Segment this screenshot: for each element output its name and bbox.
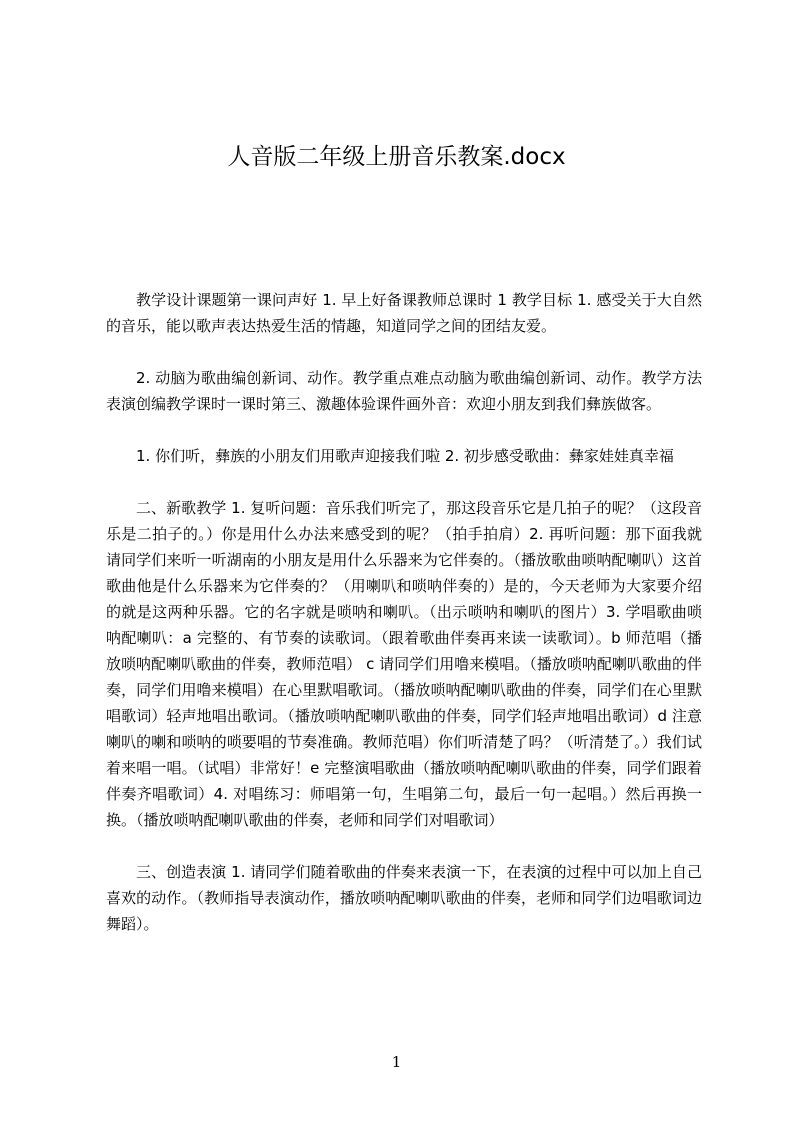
paragraph-creative-performance: 三、创造表演 1. 请同学们随着歌曲的伴奏来表演一下，在表演的过程中可以加上自己喜欢的动作。（教师指导表演动作，播放唢呐配喇叭歌曲的伴奏，老师和同学们边唱歌词边舞蹈）。 xyxy=(106,863,702,933)
paragraph-listening-intro: 1. 你们听，彝族的小朋友们用歌声迎接我们啦 2. 初步感受歌曲：彝家娃娃真幸福 xyxy=(136,447,674,465)
page-number: 1 xyxy=(391,1053,402,1071)
paragraph-new-song-teaching: 二、新歌教学 1. 复听问题：音乐我们听完了，那这段音乐它是几拍子的呢？（这段音乐是二拍子的。）你是用什么办法来感受到的呢？（拍手拍肩）2. 再听问题：那下面我就请同学们来听一听湖南的小朋友是用什么乐器来为它伴奏的。（播放歌曲唢呐配喇叭）这首歌曲他是什么乐器来为它伴奏的？（用喇叭和唢呐伴奏的）是的，今天老师为大家要介绍的就是这两种乐器。它的名字就是唢呐和喇叭。（出示唢呐和喇叭的图片）3. 学唱歌曲唢呐配喇叭：a 完整的、有节奏的读歌词。（跟着歌曲伴奏再来读一读歌词）。b 师范唱（播放唢呐配喇叭歌曲的伴奏，教师范唱） c 请同学们用噜来模唱。（播放唢呐配喇叭歌曲的伴奏，同学们用噜来模唱）在心里默唱歌词。（播放唢呐配喇叭歌曲的伴奏，同学们在心里默唱歌词）轻声地唱出歌词。（播放唢呐配喇叭歌曲的伴奏，同学们轻声地唱出歌词）d 注意喇叭的喇和唢呐的唢要唱的节奏准确。教师范唱）你们听清楚了吗？（听清楚了。）我们试着来唱一唱。（试唱）非常好！e 完整演唱歌曲（播放唢呐配喇叭歌曲的伴奏，同学们跟着伴奏齐唱歌词）4. 对唱练习：师唱第一句，生唱第二句，最后一句一起唱。）然后再换一换。（播放唢呐配喇叭歌曲的伴奏，老师和同学们对唱歌词） xyxy=(106,499,702,829)
document-body xyxy=(106,287,702,937)
document-title: 人音版二年级上册音乐教案.docx xyxy=(227,144,566,170)
paragraph-lesson-objectives: 教学设计课题第一课问声好 1. 早上好备课教师总课时 1 教学目标 1. 感受关于大自然的音乐，能以歌声表达热爱生活的情趣，知道同学之间的团结友爱。 xyxy=(106,291,702,335)
paragraph-key-points: 2. 动脑为歌曲编创新词、动作。教学重点难点动脑为歌曲编创新词、动作。教学方法表演创编教学课时一课时第三、激趣体验课件画外音：欢迎小朋友到我们彝族做客。 xyxy=(106,369,702,413)
